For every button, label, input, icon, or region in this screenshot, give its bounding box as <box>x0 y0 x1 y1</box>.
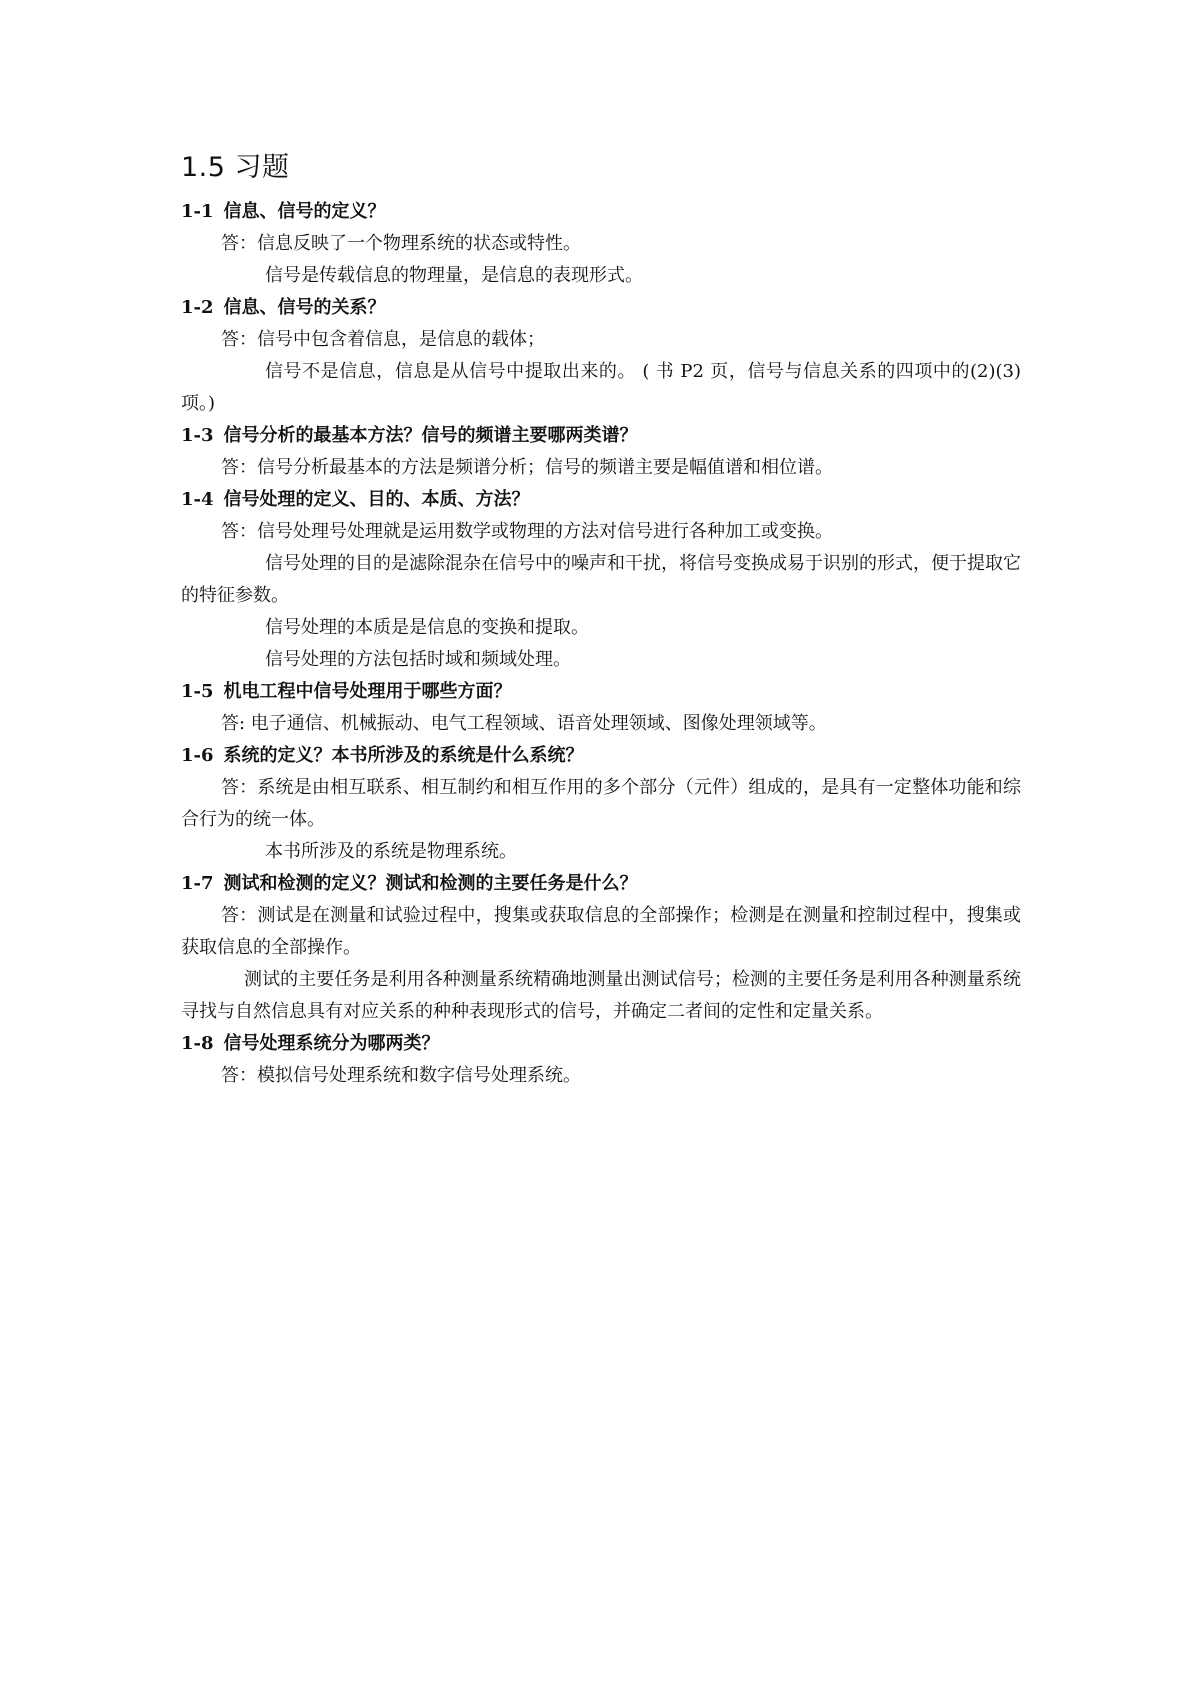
question-block-1-1 <box>181 196 1021 292</box>
question-number: 1-2 <box>181 297 214 318</box>
question-number: 1-4 <box>181 489 214 510</box>
answer-line: 答：信号分析最基本的方法是频谱分析；信号的频谱主要是幅值谱和相位谱。 <box>221 457 833 478</box>
question-heading <box>181 196 1021 228</box>
answer-line: 信号是传载信息的物理量，是信息的表现形式。 <box>265 265 643 286</box>
question-number: 1-1 <box>181 201 214 222</box>
answer-line: 答：模拟信号处理系统和数字信号处理系统。 <box>221 1065 581 1086</box>
question-text: 信息、信号的关系？ <box>223 297 386 318</box>
question-block-1-6 <box>181 740 1021 868</box>
question-heading <box>181 420 1021 452</box>
question-text: 信号处理的定义、目的、本质、方法？ <box>223 489 530 510</box>
question-text: 信号分析的最基本方法？信号的频谱主要哪两类谱？ <box>223 425 638 446</box>
question-heading <box>181 676 1021 708</box>
question-block-1-8 <box>181 1028 1021 1092</box>
question-number: 1-7 <box>181 873 214 894</box>
question-block-1-3 <box>181 420 1021 484</box>
answer-line: 测试的主要任务是利用各种测量系统精确地测量出测试信号；检测的主要任务是利用各种测量系统寻找与自然信息具有对应关系的种种表现形式的信号，并确定二者间的定性和定量关系。 <box>181 969 1021 1022</box>
answer-line: 信号处理的本质是是信息的变换和提取。 <box>265 617 589 638</box>
answer-line: 答：信号处理号处理就是运用数学或物理的方法对信号进行各种加工或变换。 <box>221 521 833 542</box>
question-number: 1-3 <box>181 425 214 446</box>
answer-line: 答：系统是由相互联系、相互制约和相互作用的多个部分（元件）组成的，是具有一定整体功能和综合行为的统一体。 <box>181 777 1021 830</box>
question-block-1-7 <box>181 868 1021 1028</box>
question-text: 信号处理系统分为哪两类？ <box>223 1033 440 1054</box>
question-block-1-4 <box>181 484 1021 676</box>
question-number: 1-6 <box>181 745 214 766</box>
answer-line: 答：信息反映了一个物理系统的状态或特性。 <box>221 233 581 254</box>
question-heading <box>181 292 1021 324</box>
question-text: 信息、信号的定义？ <box>223 201 386 222</box>
question-number: 1-5 <box>181 681 214 702</box>
question-block-1-2 <box>181 292 1021 420</box>
question-number: 1-8 <box>181 1033 214 1054</box>
question-text: 测试和检测的定义？测试和检测的主要任务是什么？ <box>223 873 638 894</box>
answer-line: 本书所涉及的系统是物理系统。 <box>265 841 517 862</box>
question-heading <box>181 1028 1021 1060</box>
document-page <box>181 148 1021 1092</box>
question-heading <box>181 484 1021 516</box>
answer-line: 信号处理的方法包括时域和频域处理。 <box>265 649 571 670</box>
question-heading <box>181 740 1021 772</box>
question-text: 系统的定义？本书所涉及的系统是什么系统？ <box>223 745 584 766</box>
question-heading <box>181 868 1021 900</box>
answer-line: 答: 电子通信、机械振动、电气工程领域、语音处理领域、图像处理领域等。 <box>221 713 827 734</box>
section-title: 1.5 习题 <box>181 152 290 183</box>
answer-line: 答：信号中包含着信息，是信息的载体； <box>221 329 545 350</box>
answer-line: 答：测试是在测量和试验过程中，搜集或获取信息的全部操作；检测是在测量和控制过程中，搜集或获取信息的全部操作。 <box>181 905 1021 958</box>
question-text: 机电工程中信号处理用于哪些方面？ <box>223 681 512 702</box>
question-block-1-5 <box>181 676 1021 740</box>
answer-line: 信号不是信息，信息是从信号中提取出来的。 ( 书 P2 页，信号与信息关系的四项中的(2)(3)项。) <box>181 361 1021 414</box>
answer-line: 信号处理的目的是滤除混杂在信号中的噪声和干扰，将信号变换成易于识别的形式，便于提取它的特征参数。 <box>181 553 1021 606</box>
